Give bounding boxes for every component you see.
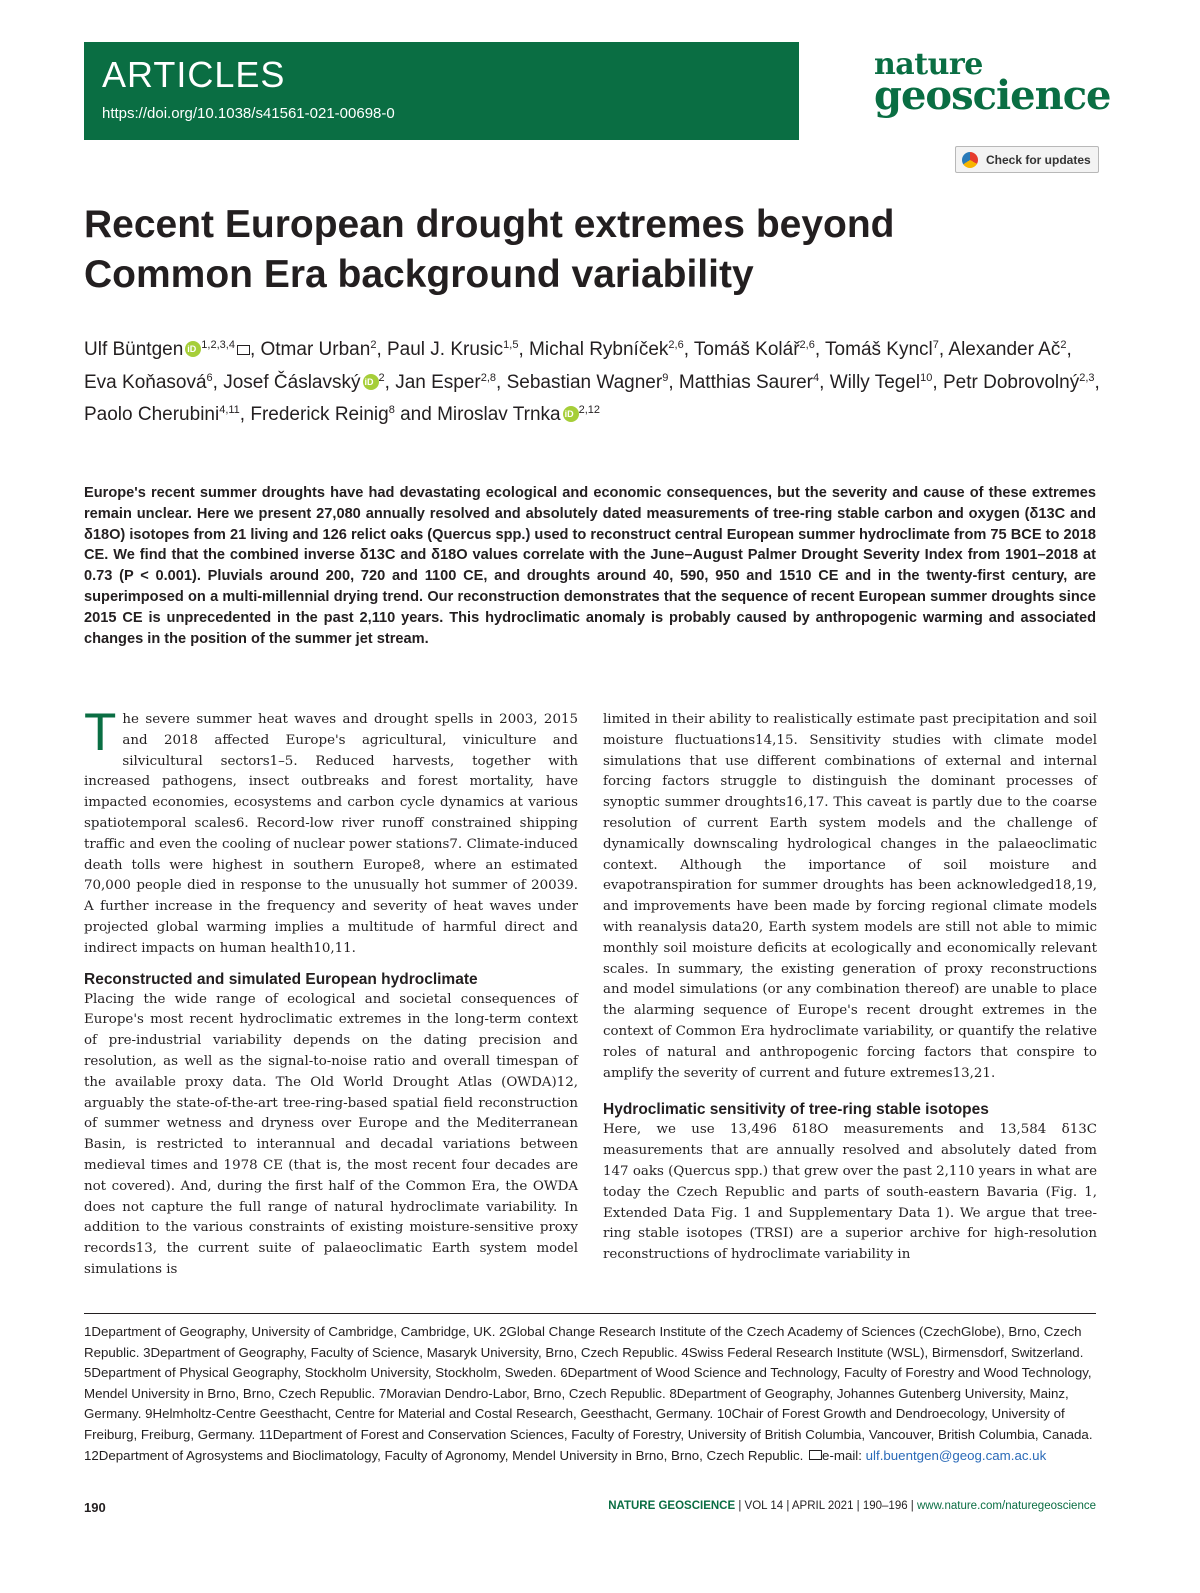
- intro-paragraph: [84, 703, 578, 960]
- author-affiliation-marks: 2,12: [578, 404, 601, 416]
- author-name: Matthias Saurer: [678, 371, 814, 393]
- author-affiliation-marks: 2: [370, 339, 377, 351]
- doi-link[interactable]: https://doi.org/10.1038/s41561-021-00698-0: [102, 105, 395, 122]
- journal-logo-line2: geoscience: [874, 72, 1111, 119]
- author-name: Paul J. Krusic: [387, 339, 504, 360]
- author-name: Sebastian Wagner: [506, 371, 663, 393]
- section1-paragraph: Placing the wide range of ecological and societal consequences of Europe's most recent hydroclimatic extremes in the long-term context of pre-industrial variability depends on the dating precision and resolution, as well as the signal-to-noise ratio and overall timespan of the available proxy data. The Old World Drought Atlas (OWDA)12, arguably the state-of-the-art tree-ring-based spatial field reconstruction of summer wetness and dryness over Europe and the Mediterranean Basin, is restricted to interannual and decadal variations between medieval times and 1978 CE (that is, the most recent four decades are not covered). And, during the first half of the Common Era, the OWDA does not capture the full range of natural hydroclimate variability. In addition to the various constraints of existing moisture-sensitive proxy records13, the current suite of palaeoclimatic Earth system model simulations is: [84, 991, 578, 1277]
- affiliations: [84, 1322, 1096, 1466]
- author: [437, 404, 600, 425]
- check-for-updates-button[interactable]: [955, 146, 1099, 173]
- section-banner: [84, 42, 799, 140]
- author-name: Ulf Büntgen: [84, 339, 184, 360]
- author-conjunction: and: [394, 404, 438, 425]
- author: [948, 339, 1066, 360]
- author: [250, 404, 394, 425]
- journal-logo-line1: nature: [874, 47, 983, 82]
- author-affiliation-marks: 2: [378, 371, 385, 384]
- author-list: Ulf BüntgeniD $^{1,2,3,4}$ , Otmar Urban$^2$, Paul J. Krusic$^{1,5}$, Michal Rybníček$^{2,6}$, Tomáš Kolář$^{2,6}$, Tomáš Kyncl$^7$, Alexander $Ač^2$, Eva Koňasová$^6$, Josef ČáslavskýiD $^2$, Jan Esper$^{2,8}$, Sebastian Wagner$^9$, Matthias Saurer$^4$, Willy Tegel$^{10}$, Petr Dobrovolný$^{2,3}$, Paolo Cherubini$^{4,11}$, Frederick Reinig$^8$ and Miroslav TrnkaiD $^{2,12}$: [84, 334, 1104, 432]
- author: [84, 339, 250, 360]
- author-name: Paolo Cherubini: [84, 404, 220, 425]
- author-name: Josef Čáslavský: [223, 371, 361, 393]
- author-name: Petr Dobrovolný: [942, 371, 1080, 393]
- footnote-divider: [84, 1313, 1096, 1314]
- author-name: Otmar Urban: [260, 339, 371, 360]
- email-icon: [809, 1450, 822, 1460]
- author-affiliation-marks: 4,11: [219, 404, 240, 416]
- section-heading-2: Hydroclimatic sensitivity of tree-ring stable isotopes: [603, 1101, 989, 1119]
- author-affiliation-marks: 10: [920, 371, 933, 384]
- author-affiliation-marks: 2,8: [480, 371, 497, 384]
- author: [395, 372, 496, 393]
- title-line-1: Recent European drought extremes beyond: [84, 203, 895, 246]
- author: [825, 339, 939, 360]
- author-name: Miroslav Trnka: [437, 404, 561, 425]
- footer-url[interactable]: www.nature.com/naturegeoscience: [917, 1500, 1096, 1512]
- footer-citation: [580, 1500, 1096, 1512]
- intro-text: he severe summer heat waves and drought spells in 2003, 2015 and 2018 affected Europe's agricultural, viniculture and silvicultural sectors1–5. Reduced harvests, together with increased pathogens, insect outbreaks and forest mortality, have impacted economies, ecosystems and carbon cycle dynamics at various spatiotemporal scales6. Record-low river runoff constrained shipping traffic and even the cooling of nuclear power stations7. Climate-induced death tolls were highest in southern Europe8, where an estimated 70,000 people died in response to the unusually hot summer of 20039. A further increase in the frequency and severity of heat waves under projected global warming implies a multitude of harmful direct and indirect impacts on human health10,11.: [84, 712, 578, 956]
- author: [387, 339, 518, 360]
- author-name: Jan Esper: [395, 371, 481, 393]
- author-affiliation-marks: 2,6: [799, 339, 815, 351]
- footer-journal: NATURE GEOSCIENCE: [608, 1500, 736, 1512]
- author-affiliation-marks: 2,3: [1079, 371, 1095, 384]
- author-affiliation-marks: 2,6: [668, 339, 684, 351]
- author-affiliation-marks: 6: [206, 371, 213, 384]
- author-affiliation-marks: 2: [1060, 339, 1067, 351]
- title-line-2: Common Era background variability: [84, 253, 754, 296]
- author-name: Willy Tegel: [829, 371, 921, 393]
- orcid-icon[interactable]: [185, 341, 201, 357]
- email-label: e-mail:: [822, 1447, 862, 1463]
- drop-cap: T: [84, 703, 117, 762]
- check-for-updates-label: Check for updates: [986, 152, 1091, 167]
- abstract: Europe's recent summer droughts have had devastating ecological and economic consequences, but the severity and cause of these extremes remain unclear. Here we present 27,080 annually resolved and absolutely dated measurements of tree-ring stable carbon and oxygen (δ13C and δ18O) isotopes from 21 living and 126 relict oaks (Quercus spp.) used to reconstruct central European summer hydroclimate from 75 BCE to 2018 CE. We find that the combined inverse δ13C and δ18O values correlate with the June–August Palmer Drought Severity Index from 1901–2018 at 0.73 (P < 0.001). Pluvials around 200, 720 and 1100 CE, and droughts around 40, 590, 950 and 1510 CE and in the twenty-first century, are superimposed on a multi-millennial drying trend. Our reconstruction demonstrates that the sequence of recent European summer droughts since 2015 CE is unprecedented in the past 2,110 years. This hydroclimatic anomaly is probably caused by anthropogenic warming and associated changes in the position of the summer jet stream.: [84, 485, 1096, 647]
- author: [529, 339, 684, 360]
- section2-paragraph: Here, we use 13,496 δ18O measurements and 13,584 δ13C measurements that are annually resolved and absolutely dated from 147 oaks (Quercus spp.) that grew over the past 2,110 years in what are today the Czech Republic and parts of south-eastern Bavaria (Fig. 1, Extended Data Fig. 1 and Supplementary Data 1). We argue that tree-ring stable isotopes (TRSI) are a superior archive for high-resolution reconstructions of hydroclimate variability in: [603, 1122, 1097, 1263]
- article-title: [84, 200, 1084, 300]
- section-label: ARTICLES: [102, 54, 286, 95]
- author: [679, 372, 819, 393]
- crossmark-icon: [962, 152, 978, 168]
- author-name: Frederick Reinig: [250, 404, 389, 425]
- author-name: Michal Rybníček: [529, 339, 669, 360]
- affiliation-text: 1Department of Geography, University of Cambridge, Cambridge, UK. 2Global Change Research Institute of the Czech Academy of Sciences (CzechGlobe), Brno, Czech Republic. 3Department of Geography, Faculty of Science, Masaryk University, Brno, Czech Republic. 4Swiss Federal Research Institute (WSL), Birmensdorf, Switzerland. 5Department of Physical Geography, Stockholm University, Stockholm, Sweden. 6Department of Wood Science and Technology, Faculty of Forestry and Wood Technology, Mendel University in Brno, Brno, Czech Republic. 7Moravian Dendro-Labor, Brno, Czech Republic. 8Department of Geography, Johannes Gutenberg University, Mainz, Germany. 9Helmholtz-Centre Geesthacht, Centre for Material and Costal Research, Geesthacht, Germany. 10Chair of Forest Growth and Dendroecology, University of Freiburg, Freiburg, Germany. 11Department of Forest and Conservation Sciences, Faculty of Forestry, University of British Columbia, Vancouver, British Columbia, Canada. 12Department of Agrosystems and Bioclimatology, Faculty of Agronomy, Mendel University in Brno, Brno, Czech Republic.: [84, 1324, 1093, 1463]
- author: [830, 372, 933, 393]
- section-heading-1: Reconstructed and simulated European hydroclimate: [84, 970, 478, 988]
- body-column-left: [84, 703, 578, 1281]
- author: [223, 372, 384, 393]
- author-email-link[interactable]: ulf.buentgen@geog.cam.ac.uk: [865, 1447, 1047, 1463]
- author: [84, 372, 213, 393]
- footer-issue: | VOL 14 | APRIL 2021 | 190–196 |: [738, 1500, 914, 1512]
- author-name: Tomáš Kyncl: [825, 339, 933, 360]
- article-banner: [84, 42, 1116, 140]
- right-paragraph-1: limited in their ability to realistically estimate past precipitation and soil moisture fluctuations14,15. Sensitivity studies with climate model simulations that use different combinations of external and internal forcing factors struggle to distinguish the dominant processes of synoptic summer droughts16,17. This caveat is partly due to the coarse resolution of current Earth system models and the challenge of dynamically downscaling hydrological changes in the palaeoclimatic context. Although the importance of soil moisture and evapotranspiration for summer droughts has been acknowledged18,19, and improvements have been made by forcing regional climate models with reanalysis data20, Earth system models are still not able to mimic monthly soil moisture deficits at ecologically and economically relevant scales. In summary, the existing generation of proxy reconstructions and model simulations (or any combination thereof) are unable to place the alarming sequence of Europe's recent drought extremes in the context of Common Era hydroclimate variability, or quantify the relative roles of natural and anthropogenic forcing factors that conspire to amplify the severity of current and future extremes13,21.: [603, 712, 1097, 1081]
- author: [943, 372, 1095, 393]
- author: [261, 339, 377, 360]
- author: [694, 339, 815, 360]
- author-name: Tomáš Kolář: [693, 339, 800, 360]
- author-affiliation-marks: 7: [932, 339, 939, 351]
- page-number: 190: [84, 1500, 106, 1515]
- author-affiliation-marks: 4: [813, 371, 820, 384]
- author-affiliation-marks: 8: [388, 404, 395, 416]
- author-affiliation-marks: 1,5: [503, 339, 519, 351]
- author-name: Alexander Ač: [948, 339, 1061, 360]
- body-column-right: [603, 710, 1097, 1266]
- email-icon[interactable]: [237, 345, 250, 355]
- author: [507, 372, 669, 393]
- author-affiliation-marks: 9: [662, 371, 669, 384]
- orcid-icon[interactable]: [363, 374, 379, 390]
- author: [84, 404, 240, 425]
- author-name: Eva Koňasová: [84, 371, 207, 393]
- author-affiliation-marks: 1,2,3,4: [201, 339, 235, 351]
- journal-logo: [874, 47, 1111, 119]
- orcid-icon[interactable]: [563, 406, 579, 422]
